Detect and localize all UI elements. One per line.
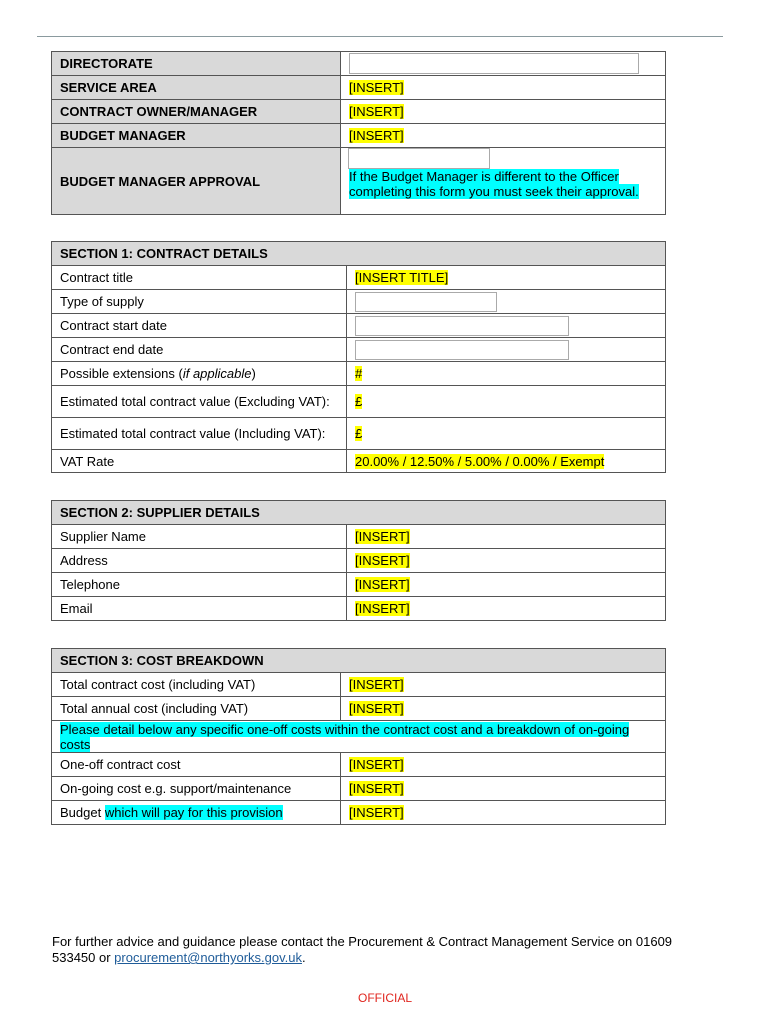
extensions-value[interactable]: # — [355, 366, 363, 381]
approval-input[interactable] — [348, 148, 490, 169]
contract-owner-label: CONTRACT OWNER/MANAGER — [52, 100, 341, 124]
service-area-label: SERVICE AREA — [52, 76, 341, 100]
value-excl-label: Estimated total contract value (Excluding VAT): — [52, 386, 347, 418]
extensions-cell — [347, 362, 666, 386]
value-excl-cell — [347, 386, 666, 418]
address-label: Address — [52, 549, 347, 573]
approval-note: If the Budget Manager is different to the Officer completing this form you must seek their approval. — [349, 169, 639, 199]
contract-owner-value[interactable]: [INSERT] — [349, 104, 404, 119]
service-area-cell — [341, 76, 666, 100]
address-cell — [347, 549, 666, 573]
service-area-value[interactable]: [INSERT] — [349, 80, 404, 95]
section2-table — [51, 500, 666, 621]
telephone-value[interactable]: [INSERT] — [355, 577, 410, 592]
telephone-label: Telephone — [52, 573, 347, 597]
oneoff-value[interactable]: [INSERT] — [349, 757, 404, 772]
contract-title-cell — [347, 266, 666, 290]
start-date-label: Contract start date — [52, 314, 347, 338]
header-rule — [37, 36, 723, 37]
end-date-cell — [347, 338, 666, 362]
type-of-supply-cell — [347, 290, 666, 314]
section1-title: SECTION 1: CONTRACT DETAILS — [52, 242, 666, 266]
address-value[interactable]: [INSERT] — [355, 553, 410, 568]
budget-cell — [341, 801, 666, 825]
value-incl-cell — [347, 418, 666, 450]
budget-manager-label: BUDGET MANAGER — [52, 124, 341, 148]
classification-marking: OFFICIAL — [357, 991, 412, 1005]
total-cost-value[interactable]: [INSERT] — [349, 677, 404, 692]
contract-title-label: Contract title — [52, 266, 347, 290]
end-date-label: Contract end date — [52, 338, 347, 362]
annual-cost-cell — [341, 697, 666, 721]
ongoing-value[interactable]: [INSERT] — [349, 781, 404, 796]
detail-note-cell — [52, 721, 666, 753]
end-date-input[interactable] — [355, 340, 569, 360]
supplier-name-label: Supplier Name — [52, 525, 347, 549]
directorate-cell — [341, 52, 666, 76]
contract-owner-cell — [341, 100, 666, 124]
section3-title: SECTION 3: COST BREAKDOWN — [52, 649, 666, 673]
section3-table — [51, 648, 666, 825]
approval-label: BUDGET MANAGER APPROVAL — [52, 148, 341, 215]
detail-note: Please detail below any specific one-off costs within the contract cost and a breakdown of on-going costs — [60, 721, 630, 752]
annual-cost-label: Total annual cost (including VAT) — [52, 697, 341, 721]
directorate-input[interactable] — [349, 53, 639, 74]
directorate-label: DIRECTORATE — [52, 52, 341, 76]
value-excl-value[interactable]: £ — [355, 394, 363, 409]
type-of-supply-label: Type of supply — [52, 290, 347, 314]
start-date-input[interactable] — [355, 316, 569, 336]
vat-rate-label: VAT Rate — [52, 450, 347, 473]
ongoing-label: On-going cost e.g. support/maintenance — [52, 777, 341, 801]
annual-cost-value[interactable]: [INSERT] — [349, 701, 404, 716]
footer-contact: For further advice and guidance please contact the Procurement & Contract Management Service on 01609 533450 or procurement@northyorks.gov.uk. — [52, 934, 673, 965]
email-label: Email — [52, 597, 347, 621]
total-cost-cell — [341, 673, 666, 697]
extensions-label: Possible extensions (if applicable) — [52, 362, 347, 386]
email-value[interactable]: [INSERT] — [355, 601, 410, 616]
oneoff-cell — [341, 753, 666, 777]
telephone-cell — [347, 573, 666, 597]
type-of-supply-input[interactable] — [355, 292, 497, 312]
contract-title-value[interactable]: [INSERT TITLE] — [355, 270, 449, 285]
top-table — [51, 51, 666, 215]
approval-cell — [341, 148, 666, 215]
vat-rate-cell — [347, 450, 666, 473]
email-cell — [347, 597, 666, 621]
value-incl-value[interactable]: £ — [355, 426, 363, 441]
oneoff-label: One-off contract cost — [52, 753, 341, 777]
value-incl-label: Estimated total contract value (Including VAT): — [52, 418, 347, 450]
ongoing-cell — [341, 777, 666, 801]
vat-rate-value[interactable]: 20.00% / 12.50% / 5.00% / 0.00% / Exempt — [355, 453, 605, 469]
budget-manager-value[interactable]: [INSERT] — [349, 128, 404, 143]
start-date-cell — [347, 314, 666, 338]
section1-table — [51, 241, 666, 473]
supplier-name-cell — [347, 525, 666, 549]
budget-label: Budget which will pay for this provision — [52, 801, 341, 825]
budget-manager-cell — [341, 124, 666, 148]
section2-title: SECTION 2: SUPPLIER DETAILS — [52, 501, 666, 525]
supplier-name-value[interactable]: [INSERT] — [355, 529, 410, 544]
total-cost-label: Total contract cost (including VAT) — [52, 673, 341, 697]
budget-label-highlight: which will pay for this provision — [104, 805, 283, 820]
budget-value[interactable]: [INSERT] — [349, 805, 404, 820]
footer-text: For further advice and guidance please contact the Procurement & Contract Management Service on 01609 533450 or — [52, 934, 673, 965]
procurement-email-link[interactable]: procurement@northyorks.gov.uk — [114, 950, 302, 965]
